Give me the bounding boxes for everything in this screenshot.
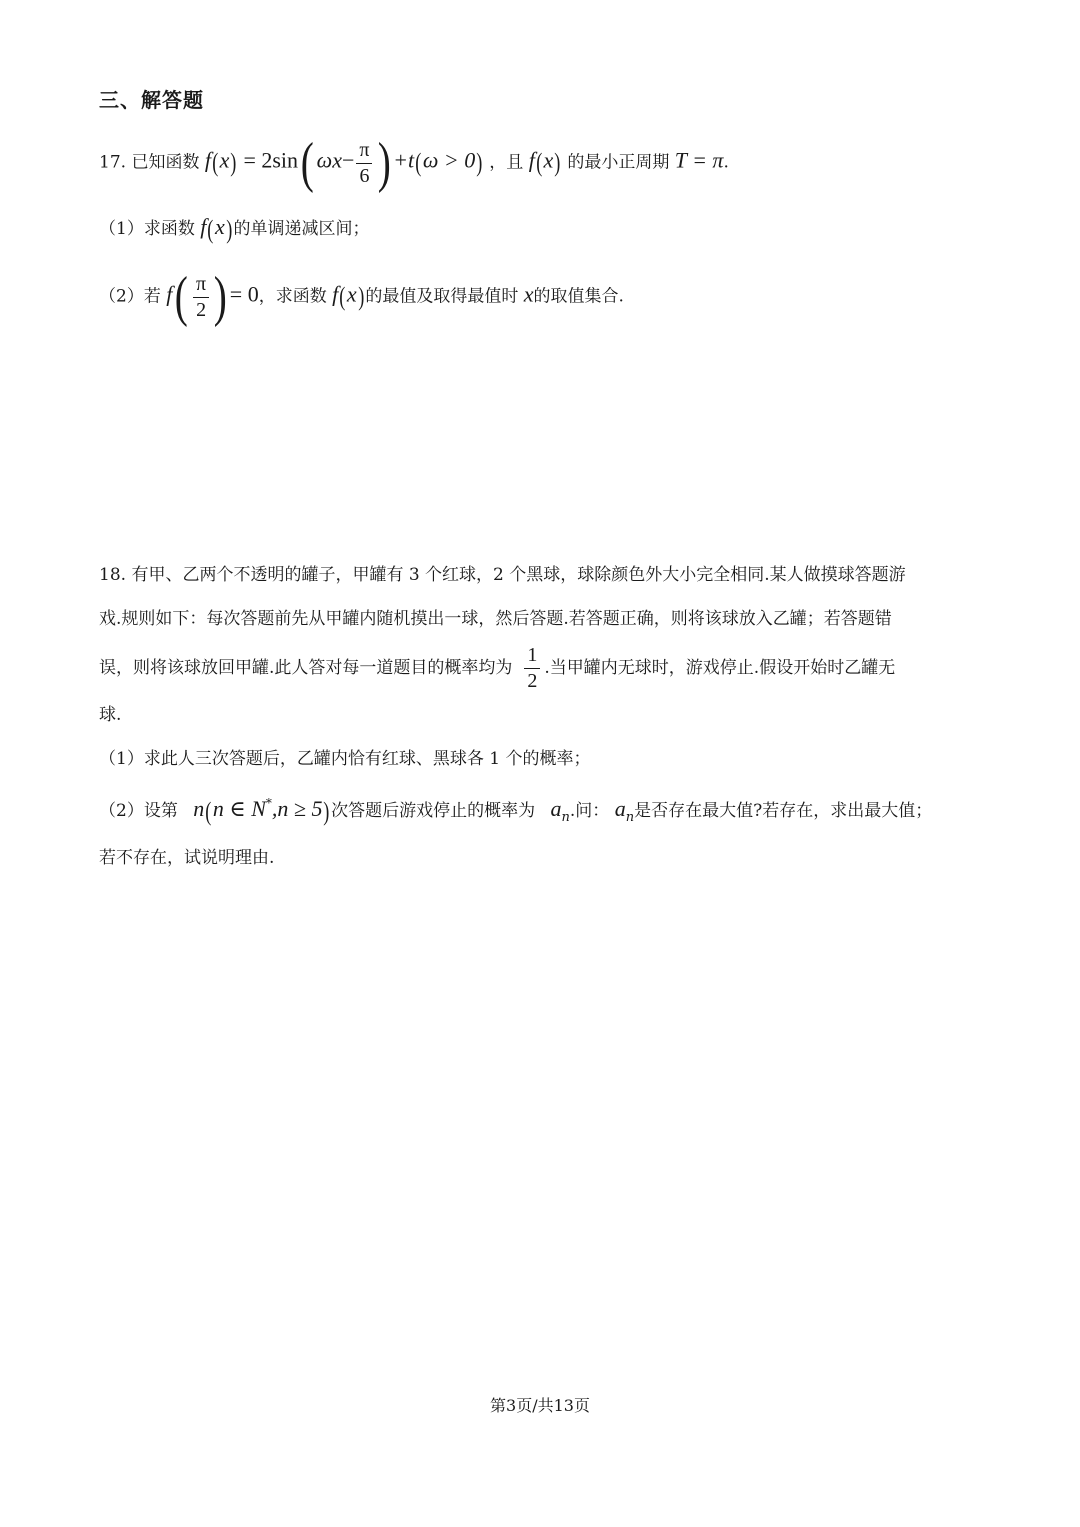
q17-part2: （2）若 f( $\frac{\pi}{2}$ ) = 0，求函数 f(x)的最值及取得最值时 x的取值集合. xyxy=(99,266,624,328)
frac-pi-6: $\frac{\pi}{6}$ xyxy=(356,140,372,187)
frac-pi-2: $\frac{\pi}{2}$ xyxy=(193,274,209,321)
q17-number: 17. xyxy=(99,152,127,173)
q17-part1: （1）求函数 f(x)的单调递减区间； xyxy=(99,214,370,244)
q18-part1: （1）求此人三次答题后，乙罐内恰有红球、黑球各 1 个的概率； xyxy=(99,749,591,769)
section-title: 三、解答题 xyxy=(99,88,204,112)
page-number: 第3页/共13页 xyxy=(490,1396,590,1415)
frac-half: $\frac{1}{2}$ xyxy=(524,645,540,692)
q18-part2-cont: 若不存在，试说明理由. xyxy=(99,848,275,868)
q17-stem: 17. 已知函数 f(x) = 2sin( ωx− $\frac{\pi}{6}$ ) +t(ω > 0) ，且 f(x) 的最小正周期 T = π. xyxy=(99,132,729,194)
q18-line-1: 18. 有甲、乙两个不透明的罐子，甲罐有 3 个红球，2 个黑球，球除颜色外大小完全相同.某人做摸球答题游 xyxy=(99,565,906,585)
q18-line-3: 误，则将该球放回甲罐.此人答对每一道题目的概率均为 $\frac{1}{2}$ .当甲罐内无球时，游戏停止.假设开始时乙罐无 xyxy=(99,644,896,692)
q18-line-4: 球. xyxy=(99,705,122,725)
q18-line-2: 戏.规则如下：每次答题前先从甲罐内随机摸出一球，然后答题.若答题正确，则将该球放入乙罐；若答题错 xyxy=(99,609,892,629)
q17-text-a: 已知函数 xyxy=(131,152,200,173)
q18-part2: （2）设第 n(n ∈ N*,n ≥ 5)次答题后游戏停止的概率为 $a_n$.问： $a_n$是否存在最大值?若存在，求出最大值； xyxy=(99,796,933,826)
